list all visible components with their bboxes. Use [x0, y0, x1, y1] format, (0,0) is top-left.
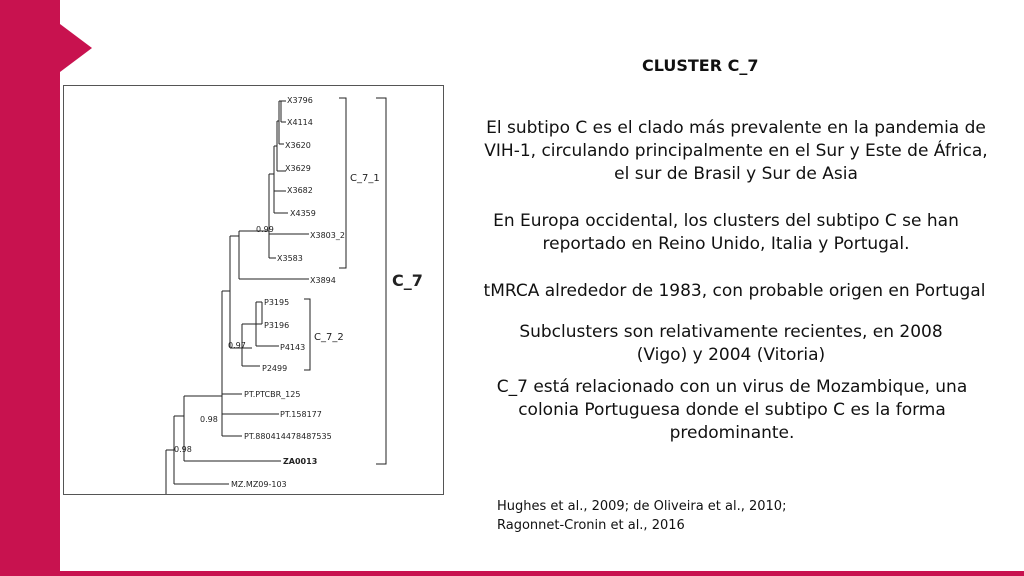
bootstrap-value: 0.99 [256, 225, 274, 234]
tip-label: X3682 [287, 186, 313, 195]
tip-label: X3583 [277, 254, 303, 263]
phylogenetic-tree-figure [63, 85, 444, 495]
cluster-label-c7: C_7 [392, 271, 423, 290]
tip-label: MZ.MZ09-103 [231, 480, 287, 489]
paragraph-subtype-c: El subtipo C es el clado más prevalente en la pandemia de VIH-1, circulando principalmente en el Sur y Este de África, el sur de Brasil y Sur de Asia [484, 118, 988, 184]
tip-label: PT.880414478487535 [244, 432, 332, 441]
bottom-accent-bar [0, 571, 1024, 576]
references [497, 497, 786, 535]
tip-label: ZA0013 [283, 457, 318, 466]
paragraph-mozambique: C_7 está relacionado con un virus de Mozambique, una colonia Portuguesa donde el subtipo C es la forma predominante. [496, 377, 968, 443]
tip-label: X3629 [285, 164, 311, 173]
left-accent-bar [0, 0, 60, 576]
tip-label: P4143 [280, 343, 306, 352]
slide-title: CLUSTER C_7 [642, 56, 759, 75]
tip-label: P2499 [262, 364, 288, 373]
tip-label: X3620 [285, 141, 311, 150]
phylogenetic-tree [64, 86, 443, 494]
cluster-labels [314, 173, 423, 343]
tip-label: X3796 [287, 96, 313, 105]
reference-line: Hughes et al., 2009; de Oliveira et al., 2010; [497, 499, 787, 514]
left-accent-arrow [60, 24, 92, 72]
reference-line: Ragonnet-Cronin et al., 2016 [497, 518, 685, 533]
tip-label: X4359 [290, 209, 316, 218]
tip-label: X4114 [287, 118, 313, 127]
bootstrap-value: 0.97 [228, 341, 246, 350]
bootstrap-value: 0.98 [200, 415, 218, 424]
bootstrap-value: 0.98 [174, 445, 192, 454]
bootstrap-values [174, 225, 274, 454]
paragraph-subclusters: Subclusters son relativamente recientes, en 2008 (Vigo) y 2004 (Vitoria) [519, 322, 943, 365]
tip-label: P3195 [264, 298, 290, 307]
tip-label: PT.158177 [280, 410, 322, 419]
cluster-label-c7-1: C_7_1 [350, 173, 380, 184]
tip-label: X3894 [310, 276, 336, 285]
tree-tip-labels [231, 96, 345, 489]
paragraph-tmrca: tMRCA alrededor de 1983, con probable origen en Portugal [483, 281, 986, 301]
paragraph-europe: En Europa occidental, los clusters del subtipo C se han reportado en Reino Unido, Italia y Portugal. [493, 211, 959, 254]
cluster-label-c7-2: C_7_2 [314, 332, 344, 343]
tip-label: P3196 [264, 321, 290, 330]
tip-label: X3803_2 [310, 231, 345, 240]
tip-label: PT.PTCBR_125 [244, 390, 301, 399]
